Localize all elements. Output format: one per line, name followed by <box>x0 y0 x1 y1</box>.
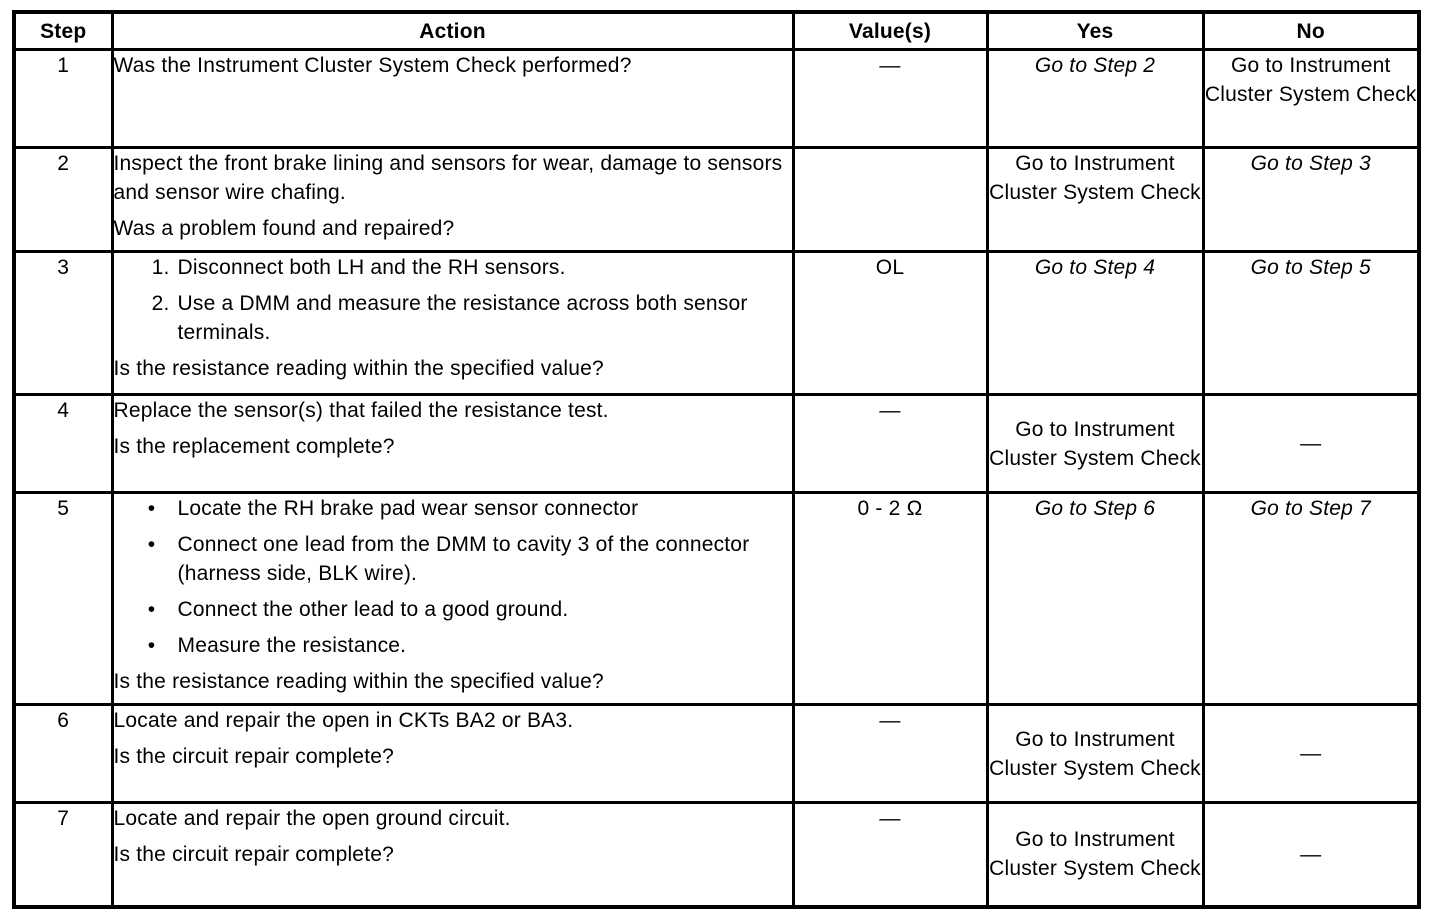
header-action: Action <box>112 12 793 50</box>
numbered-list <box>114 253 792 347</box>
no-outcome: Go to Instrument Cluster System Check <box>1204 54 1417 106</box>
no-outcome: — <box>1300 432 1322 455</box>
bullet-marker: • <box>147 533 156 556</box>
list-item <box>114 253 792 282</box>
no-outcome: Go to Step 7 <box>1250 497 1371 520</box>
list-item-text: Connect one lead from the DMM to cavity 3 of the connector (harness side, BLK wire). <box>177 533 750 585</box>
header-no: No <box>1203 12 1419 50</box>
action-question: Is the circuit repair complete? <box>113 843 394 866</box>
list-item-text: Locate the RH brake pad wear sensor connector <box>177 497 639 520</box>
yes-cell <box>987 705 1203 803</box>
action-cell <box>112 148 793 252</box>
value-cell: — <box>793 50 987 148</box>
table-row <box>14 803 1419 907</box>
bullet-marker: • <box>147 634 156 657</box>
yes-cell <box>987 148 1203 252</box>
no-outcome: — <box>1300 742 1322 765</box>
value-cell: — <box>793 705 987 803</box>
yes-cell <box>987 395 1203 493</box>
yes-cell <box>987 252 1203 395</box>
action-question: Is the circuit repair complete? <box>113 745 394 768</box>
bullet-list <box>114 494 792 660</box>
list-item-text: Connect the other lead to a good ground. <box>177 598 569 621</box>
list-item-text: Use a DMM and measure the resistance across both sensor terminals. <box>177 292 748 344</box>
yes-outcome: Go to Instrument Cluster System Check <box>989 828 1201 881</box>
bullet-marker: • <box>147 598 156 621</box>
no-cell <box>1203 493 1419 705</box>
step-number: 3 <box>14 252 112 395</box>
action-cell <box>112 395 793 493</box>
table-row <box>14 50 1419 148</box>
yes-outcome: Go to Instrument Cluster System Check <box>989 417 1201 470</box>
no-outcome: Go to Step 3 <box>1250 152 1371 175</box>
step-number: 4 <box>14 395 112 493</box>
action-text: Locate and repair the open in CKTs BA2 or BA3. <box>113 709 574 732</box>
value-cell: — <box>793 395 987 493</box>
list-item <box>114 530 792 588</box>
action-question: Is the resistance reading within the specified value? <box>113 357 604 380</box>
action-text: Replace the sensor(s) that failed the resistance test. <box>113 399 609 422</box>
action-cell <box>112 803 793 907</box>
no-cell <box>1203 395 1419 493</box>
header-yes: Yes <box>987 12 1203 50</box>
action-text: Locate and repair the open ground circuit. <box>113 807 511 830</box>
no-cell <box>1203 252 1419 395</box>
step-number: 7 <box>14 803 112 907</box>
table-row <box>14 148 1419 252</box>
list-item <box>114 494 792 523</box>
action-question: Is the replacement complete? <box>113 435 395 458</box>
no-cell <box>1203 50 1419 148</box>
bullet-marker: • <box>147 497 156 520</box>
no-cell <box>1203 705 1419 803</box>
table-row <box>14 705 1419 803</box>
value-cell <box>793 148 987 252</box>
list-item <box>114 289 792 347</box>
yes-cell <box>987 803 1203 907</box>
header-step: Step <box>14 12 112 50</box>
list-item-text: Disconnect both LH and the RH sensors. <box>177 256 566 279</box>
yes-outcome: Go to Instrument Cluster System Check <box>989 727 1201 780</box>
header-row <box>14 12 1419 50</box>
yes-cell <box>987 50 1203 148</box>
action-text: Inspect the front brake lining and sensors for wear, damage to sensors and sensor wire chafing. <box>113 152 783 204</box>
yes-outcome: Go to Step 2 <box>1034 54 1156 77</box>
list-number: 2. <box>151 292 170 315</box>
step-number: 2 <box>14 148 112 252</box>
list-number: 1. <box>151 256 170 279</box>
step-number: 5 <box>14 493 112 705</box>
yes-cell <box>987 493 1203 705</box>
list-item <box>114 595 792 624</box>
header-values: Value(s) <box>793 12 987 50</box>
yes-outcome: Go to Step 6 <box>1034 497 1156 520</box>
yes-outcome: Go to Instrument Cluster System Check <box>989 152 1201 204</box>
step-number: 6 <box>14 705 112 803</box>
action-cell <box>112 50 793 148</box>
action-text: Was the Instrument Cluster System Check performed? <box>113 54 632 77</box>
table-row <box>14 493 1419 705</box>
value-cell: 0 - 2 Ω <box>793 493 987 705</box>
yes-outcome: Go to Step 4 <box>1034 256 1156 279</box>
step-number: 1 <box>14 50 112 148</box>
diagnostic-table <box>12 10 1421 909</box>
action-cell <box>112 705 793 803</box>
no-outcome: Go to Step 5 <box>1250 256 1371 279</box>
action-cell <box>112 252 793 395</box>
no-cell <box>1203 148 1419 252</box>
action-cell <box>112 493 793 705</box>
action-question: Was a problem found and repaired? <box>113 217 455 240</box>
table-row <box>14 395 1419 493</box>
action-question: Is the resistance reading within the specified value? <box>113 670 604 693</box>
no-outcome: — <box>1300 842 1322 866</box>
list-item-text: Measure the resistance. <box>177 634 407 657</box>
list-item <box>114 631 792 660</box>
value-cell: OL <box>793 252 987 395</box>
table-row <box>14 252 1419 395</box>
value-cell: — <box>793 803 987 907</box>
no-cell <box>1203 803 1419 907</box>
